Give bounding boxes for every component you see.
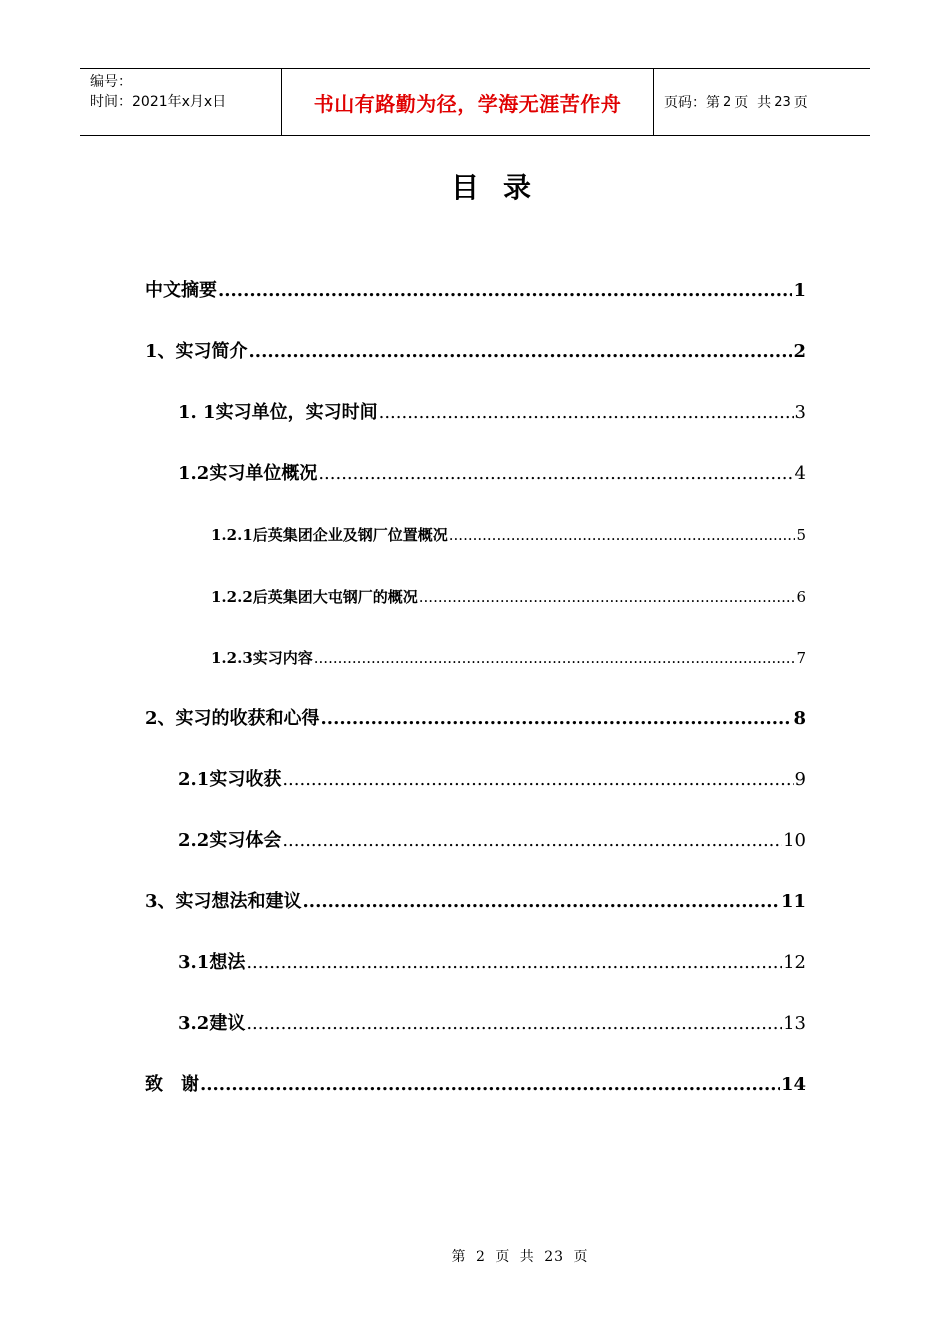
toc-entry-page: 3 [794,402,806,424]
toc-entry-label: 1.2.3实习内容 [211,648,313,667]
header-motto: 书山有路勤为径，学海无涯苦作舟 [281,69,654,135]
toc-entry[interactable] [145,704,806,730]
toc-leader-dots [249,341,793,362]
toc-entry-label: 3.1想法 [178,952,246,974]
toc-entry-page: 8 [793,707,806,729]
toc-entry-label: 2、实习的收获和心得 [145,707,320,729]
toc-leader-dots [200,1074,780,1095]
toc-entry-label: 1.2实习单位概况 [178,463,318,485]
toc-entry-page: 1 [793,280,806,301]
toc-entry-page: 6 [796,587,806,606]
toc-leader-dots [303,891,780,912]
footer-prefix: 第 [451,1249,467,1265]
footer-mid2: 共 [519,1249,535,1265]
toc-leader-dots [282,769,793,790]
toc-entry-page: 4 [794,463,806,485]
toc-entry-page: 2 [793,341,806,363]
header-time-label: 时间：2021年x月x日 [90,94,227,110]
toc-entry[interactable] [211,647,806,668]
toc-entry[interactable] [178,459,806,485]
toc-leader-dots [379,402,794,423]
footer-current: 2 [475,1249,486,1265]
toc-leader-dots [318,463,793,484]
toc-leader-dots [321,708,793,729]
page-header [80,68,870,136]
toc-entry-page: 5 [796,526,806,545]
toc-entry[interactable] [178,398,806,424]
toc-entry[interactable] [211,586,806,607]
toc-entry-page: 12 [783,952,806,974]
footer-mid1: 页 [495,1249,511,1265]
toc-entry[interactable] [178,1009,806,1035]
header-page-current: 2 [723,94,732,110]
toc-entry[interactable] [178,826,806,852]
toc-entry[interactable] [178,765,806,791]
toc-entry-page: 11 [780,891,806,912]
toc-entry-page: 13 [783,1013,806,1035]
toc-entry-page: 9 [794,768,806,790]
toc-entry-label: 3、实习想法和建议 [145,891,302,912]
toc-leader-dots [449,526,796,544]
header-meta [80,69,281,135]
toc-leader-dots [246,1013,782,1034]
toc-entry[interactable] [178,948,806,974]
toc-entry[interactable] [145,337,806,363]
toc-entry[interactable] [145,1070,806,1096]
footer-suffix: 页 [573,1249,589,1265]
toc-entry-label: 1、实习简介 [145,341,248,363]
page-title: 目录 [450,171,555,204]
toc-entry-label: 1.2.1后英集团企业及钢厂位置概况 [211,526,448,545]
toc-entry-label: 1.2.2后英集团大屯钢厂的概况 [211,587,418,606]
toc-leader-dots [218,280,792,301]
toc-leader-dots [282,830,782,851]
header-number-label: 编号： [90,74,132,90]
toc-entry-label: 2.1实习收获 [178,768,282,790]
header-page-total: 23 [774,94,791,110]
header-page-suffix: 页 [793,95,808,111]
header-page-mid: 页 共 [734,95,772,111]
toc-entry-label: 致 谢 [145,1074,199,1096]
toc-entry-label: 1. 1实习单位，实习时间 [178,402,378,424]
page-footer [0,1246,950,1266]
toc-entry[interactable] [145,887,806,913]
toc-entry-label: 2.2实习体会 [178,829,282,851]
toc-leader-dots [419,588,796,606]
header-page-info [654,69,870,135]
toc-entry-page: 7 [796,648,806,667]
toc-entry[interactable] [211,524,806,545]
footer-total: 23 [544,1249,565,1265]
toc-entry-page: 10 [783,829,806,851]
header-page-prefix: 页码：第 [664,95,720,111]
toc-leader-dots [246,952,782,973]
toc-entry-label: 3.2建议 [178,1013,246,1035]
toc-entry-page: 14 [780,1074,806,1096]
toc-leader-dots [314,649,796,667]
toc-entry[interactable] [145,276,806,302]
toc-entry-label: 中文摘要 [145,280,217,301]
